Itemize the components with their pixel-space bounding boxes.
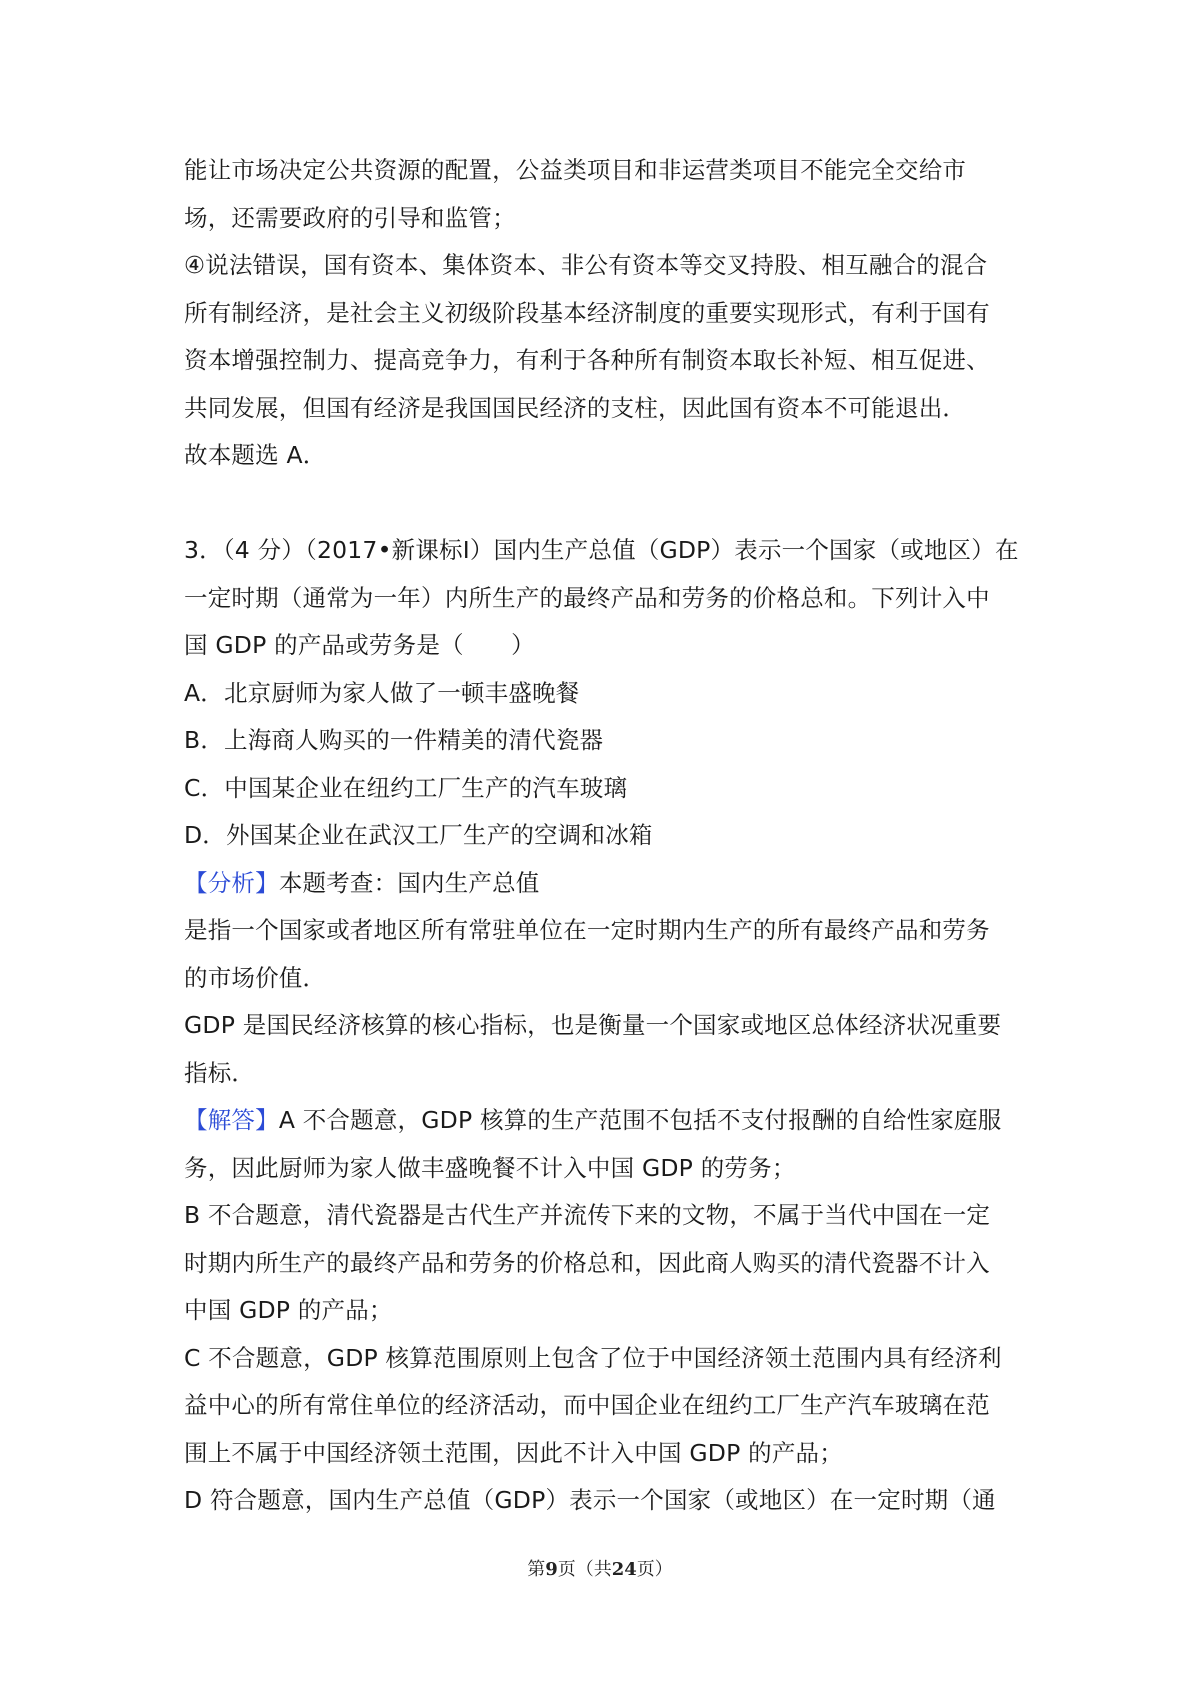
solution-text: A 不合题意，GDP 核算的生产范围不包括不支付报酬的自给性家庭服 [278,1106,1002,1134]
text-line: 益中心的所有常住单位的经济活动，而中国企业在纽约工厂生产汽车玻璃在范 [184,1391,990,1419]
text-line: 能让市场决定公共资源的配置，公益类项目和非运营类项目不能完全交给市 [184,156,967,184]
option-b: B．上海商人购买的一件精美的清代瓷器 [184,726,604,754]
text-line: 所有制经济，是社会主义初级阶段基本经济制度的重要实现形式，有利于国有 [184,298,990,327]
footer-prefix: 第 [527,1559,546,1580]
text-line: 指标． [184,1058,256,1087]
option-d: D．外国某企业在武汉工厂生产的空调和冰箱 [184,821,653,849]
section-gap [184,480,1029,528]
text-line: D 符合题意，国内生产总值（GDP）表示一个国家（或地区）在一定时期（通 [184,1486,996,1514]
previous-answer-section [184,147,1029,480]
text-line: B 不合题意，清代瓷器是古代生产并流传下来的文物，不属于当代中国在一定 [184,1201,991,1229]
solution-first-line [184,1097,1029,1145]
question-stem-line: 国 GDP 的产品或劳务是（ ） [184,631,535,659]
footer-suffix: 页） [636,1559,673,1580]
text-line: 时期内所生产的最终产品和劳务的价格总和，因此商人购买的清代瓷器不计入 [184,1248,990,1277]
question-stem-line: 3．（4 分）（2017•新课标Ⅰ）国内生产总值（GDP）表示一个国家（或地区）在 [184,536,1019,564]
analysis-tag: 【分析】 [184,868,279,897]
analysis-first-line [184,860,1029,908]
question-stem-line: 一定时期（通常为一年）内所生产的最终产品和劳务的价格总和。下列计入中 [184,583,990,612]
text-line: 的市场价值． [184,963,327,992]
analysis-section [184,860,1029,1098]
text-line: 是指一个国家或者地区所有常驻单位在一定时期内生产的所有最终产品和劳务 [184,916,990,944]
text-line: C 不合题意，GDP 核算范围原则上包含了位于中国经济领土范围内具有经济利 [184,1343,1002,1372]
text-line: GDP 是国民经济核算的核心指标，也是衡量一个国家或地区总体经济状况重要 [184,1011,1002,1039]
conclusion-line: 故本题选 A． [184,441,327,469]
footer-page-number: 9 [545,1559,558,1580]
solution-section [184,1097,1029,1525]
text-line: 中国 GDP 的产品； [184,1296,393,1324]
text-line: 场，还需要政府的引导和监管； [184,203,516,232]
text-line: ④说法错误，国有资本、集体资本、非公有资本等交叉持股、相互融合的混合 [184,251,988,279]
page-content [184,147,1029,1525]
option-c: C．中国某企业在纽约工厂生产的汽车玻璃 [184,773,628,802]
question-section [184,527,1029,860]
option-a: A．北京厨师为家人做了一顿丰盛晚餐 [184,678,580,707]
footer-total-pages: 24 [611,1559,637,1580]
text-line: 围上不属于中国经济领土范围，因此不计入中国 GDP 的产品； [184,1438,843,1467]
solution-tag: 【解答】 [184,1106,279,1134]
text-line: 务，因此厨师为家人做丰盛晚餐不计入中国 GDP 的劳务； [184,1153,796,1182]
page-footer [0,1555,1200,1581]
footer-middle: 页（共 [557,1559,612,1580]
text-line: 共同发展，但国有经济是我国国民经济的支柱，因此国有资本不可能退出． [184,393,967,422]
text-line: 资本增强控制力、提高竞争力，有利于各种所有制资本取长补短、相互促进、 [184,346,990,374]
analysis-text: 本题考查：国内生产总值 [278,868,540,897]
